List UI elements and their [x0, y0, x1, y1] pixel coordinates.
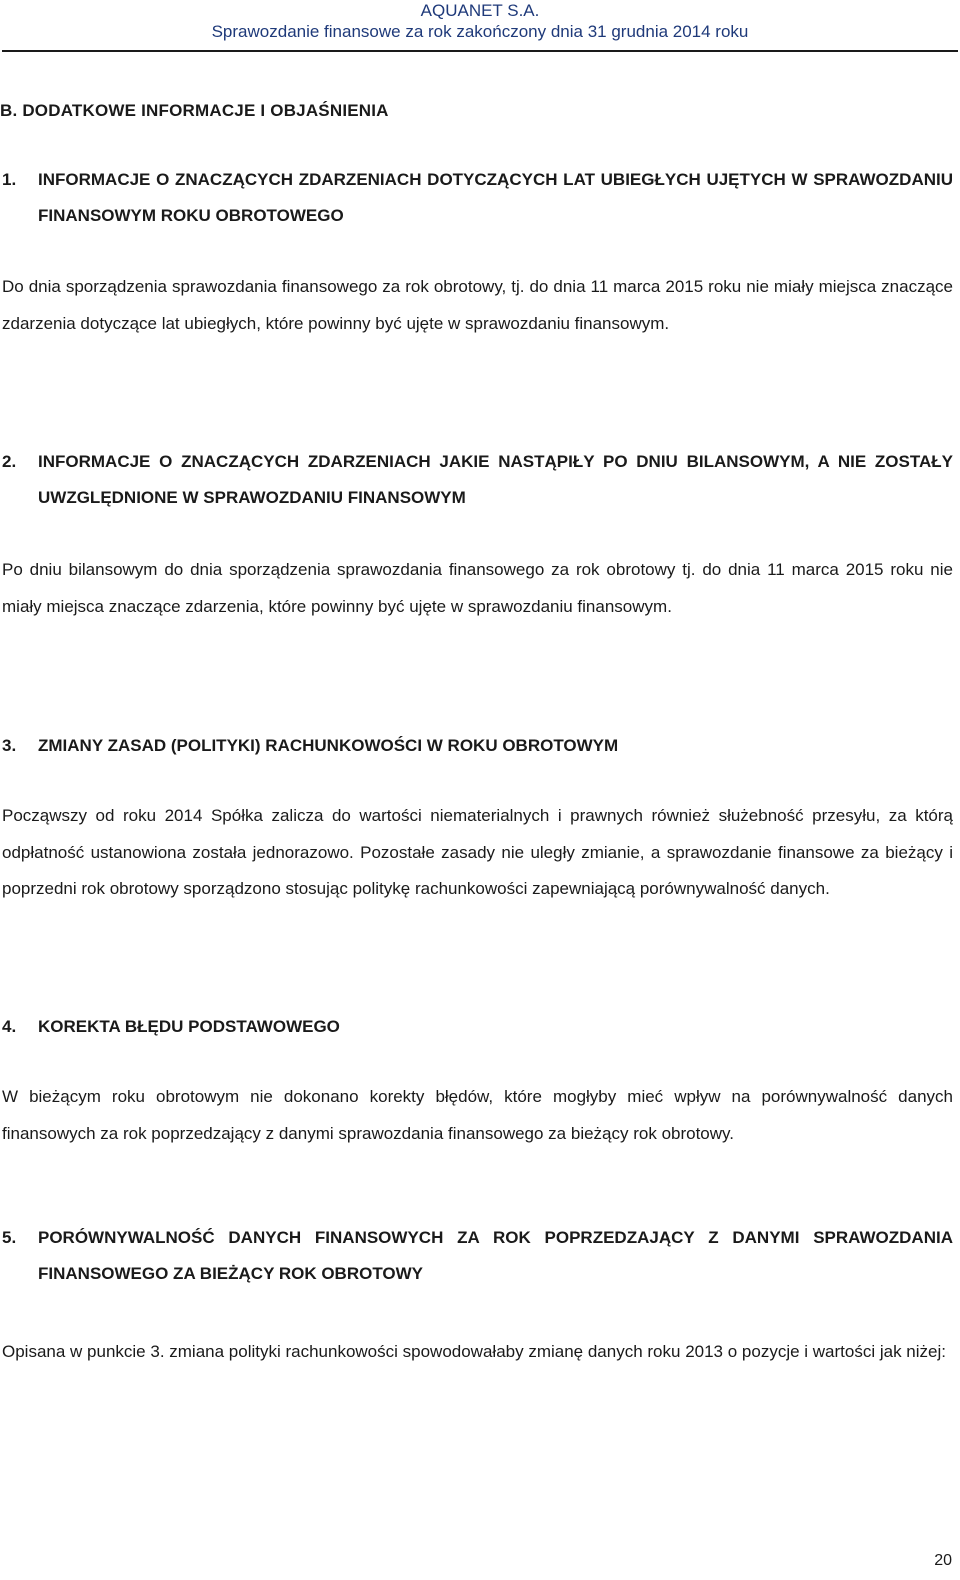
item-1-heading-text: INFORMACJE O ZNACZĄCYCH ZDARZENIACH DOTYCZĄCYCH LAT UBIEGŁYCH UJĘTYCH W SPRAWOZDANIU FINANSOWYM ROKU OBROTOWEGO [38, 170, 953, 225]
item-4-heading-text: KOREKTA BŁĘDU PODSTAWOWEGO [38, 1017, 340, 1036]
item-1-heading [2, 162, 953, 234]
section-title: B. DODATKOWE INFORMACJE I OBJAŚNIENIA [0, 101, 389, 120]
item-2-heading [2, 444, 953, 516]
item-3-number: 3. [2, 736, 17, 755]
header-divider [2, 50, 958, 52]
item-2-heading-text: INFORMACJE O ZNACZĄCYCH ZDARZENIACH JAKIE NASTĄPIŁY PO DNIU BILANSOWYM, A NIE ZOSTAŁY UWZGLĘDNIONE W SPRAWOZDANIU FINANSOWYM [38, 452, 953, 507]
item-4-paragraph: W bieżącym roku obrotowym nie dokonano korekty błędów, które mogłyby mieć wpływ na porównywalność danych finansowych za rok poprzedzający z danymi sprawozdania finansowego za bieżący rok obrotowy. [2, 1087, 953, 1143]
item-5-number: 5. [2, 1228, 17, 1247]
page-number: 20 [934, 1552, 952, 1569]
item-3-heading [2, 728, 953, 764]
item-2-paragraph: Po dniu bilansowym do dnia sporządzenia sprawozdania finansowego za rok obrotowy tj. do dnia 11 marca 2015 roku nie miały miejsca znaczące zdarzenia, które powinny być ujęte w sprawozdaniu finansowym. [2, 560, 953, 616]
page-header [0, 0, 960, 54]
item-1-paragraph: Do dnia sporządzenia sprawozdania finansowego za rok obrotowy, tj. do dnia 11 marca 2015 roku nie miały miejsca znaczące zdarzenia dotyczące lat ubiegłych, które powinny być ujęte w sprawozdaniu finansowym. [2, 277, 953, 333]
item-5-heading-text: PORÓWNYWALNOŚĆ DANYCH FINANSOWYCH ZA ROK POPRZEDZAJĄCY Z DANYMI SPRAWOZDANIA FINANSOWEGO ZA BIEŻĄCY ROK OBROTOWY [38, 1228, 953, 1283]
item-2-number: 2. [2, 452, 17, 471]
item-1-number: 1. [2, 170, 17, 189]
item-4-heading [2, 1009, 953, 1045]
report-subtitle: Sprawozdanie finansowe za rok zakończony dnia 31 grudnia 2014 roku [211, 22, 749, 41]
item-5-heading [2, 1220, 953, 1292]
company-name: AQUANET S.A. [420, 1, 540, 20]
item-3-heading-text: ZMIANY ZASAD (POLITYKI) RACHUNKOWOŚCI W ROKU OBROTOWYM [38, 736, 619, 755]
item-4-number: 4. [2, 1017, 17, 1036]
item-5-paragraph: Opisana w punkcie 3. zmiana polityki rachunkowości spowodowałaby zmianę danych roku 2013 o pozycje i wartości jak niżej: [2, 1342, 946, 1361]
item-3-paragraph: Począwszy od roku 2014 Spółka zalicza do wartości niematerialnych i prawnych również służebność przesyłu, za którą odpłatność ustanowiona została jednorazowo. Pozostałe zasady nie uległy zmianie, a sprawozdanie finansowe za bieżący i poprzedni rok obrotowy sporządzono stosując politykę rachunkowości zapewniającą porównywalność danych. [2, 806, 953, 898]
